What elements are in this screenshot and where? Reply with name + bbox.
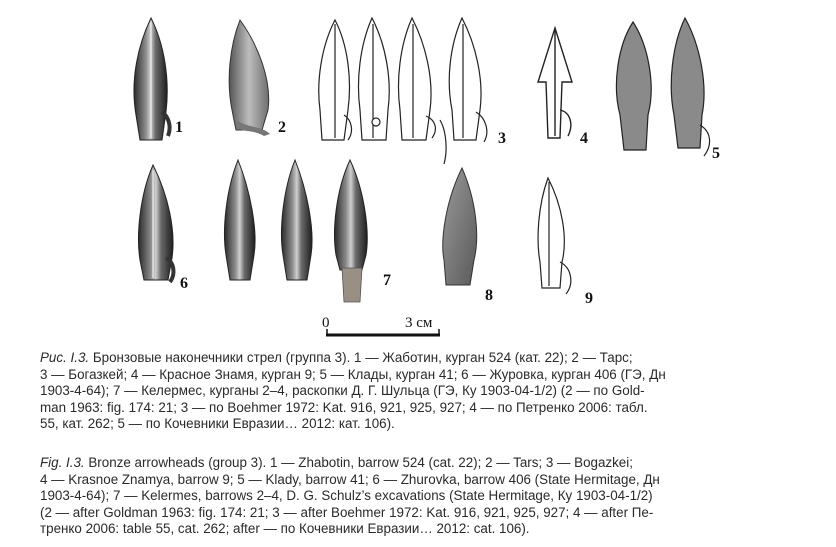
caption-ru-line: man 1963: fig. 174: 21; 3 — по Boehmer 1972: Kat. 916, 921, 925, 927; 4 — по Петренко 2006: табл. [40,399,648,415]
caption-ru-line: 1903-4-64); 7 — Келермес, курганы 2–4, раскопки Д. Г. Шульца (ГЭ, Ку 1903-04-1/2) (2 — по Gold- [40,383,645,399]
caption-en-lead: Fig. I.3. [40,455,85,470]
figure-label-5: 5 [712,145,720,162]
caption-ru-line: Бронзовые наконечники стрел (группа 3). 1 — Жаботин, курган 524 (кат. 22); 2 — Тарс; [89,350,633,365]
caption-ru-lead: Рис. I.3. [40,350,90,365]
arrowhead-photos-7 [225,160,368,302]
figure-label-6: 6 [180,275,188,292]
arrowhead-photo-6 [139,165,174,282]
arrowhead-drawing-4 [538,28,572,138]
arrowhead-photo-8 [443,168,477,285]
caption-en-line: 1903-4-64); 7 — Kelermes, barrows 2–4, D. G. Schulz’s excavations (State Hermitage, Ку 1903-04-1/2) [40,488,653,504]
caption-en-line: (2 — after Goldman 1963: fig. 174: 21; 3 — after Boehmer 1972: Kat. 916, 921, 925, 927; 4 — after Пе- [40,504,654,520]
arrowhead-photo-1 [134,18,170,140]
caption-russian [40,350,800,433]
caption-en-line: 4 — Krasnoe Znamya, barrow 9; 5 — Klady, barrow 41; 6 — Zhurovka, barrow 406 (State Hermitage, Дн [40,471,660,487]
arrowhead-photo-2 [229,20,270,136]
scale-bar [322,315,440,336]
figure-label-1: 1 [175,119,183,136]
figure-label-4: 4 [580,130,588,147]
caption-en-line: тренко 2006: table 55, cat. 262; after — по Кочевники Евразии… 2012: cat. 106). [40,521,530,537]
figure-label-2: 2 [278,119,286,136]
figure-label-7: 7 [383,272,391,289]
figure-label-8: 8 [485,287,493,304]
caption-english [40,455,800,538]
figure-label-3: 3 [498,130,506,147]
figure-label-9: 9 [585,290,593,307]
arrowhead-drawing-9 [538,178,571,294]
caption-ru-line: 55, кат. 262; 5 — по Кочевники Евразии… 2012: кат. 106). [40,416,395,432]
caption-en-line: Bronze arrowheads (group 3). 1 — Zhabotin, barrow 524 (cat. 22); 2 — Tars; 3 — Bogazkei; [84,455,633,470]
scale-end-label: 3 см [405,315,433,331]
arrowhead-stippled-5 [616,18,709,156]
scale-start-label: 0 [322,315,330,331]
caption-ru-line: 3 — Богазкей; 4 — Красное Знамя, курган 9; 5 — Клады, курган 41; 6 — Журовка, курган 406 (ГЭ, Дн [40,366,666,382]
arrowhead-drawings-3 [319,18,487,164]
